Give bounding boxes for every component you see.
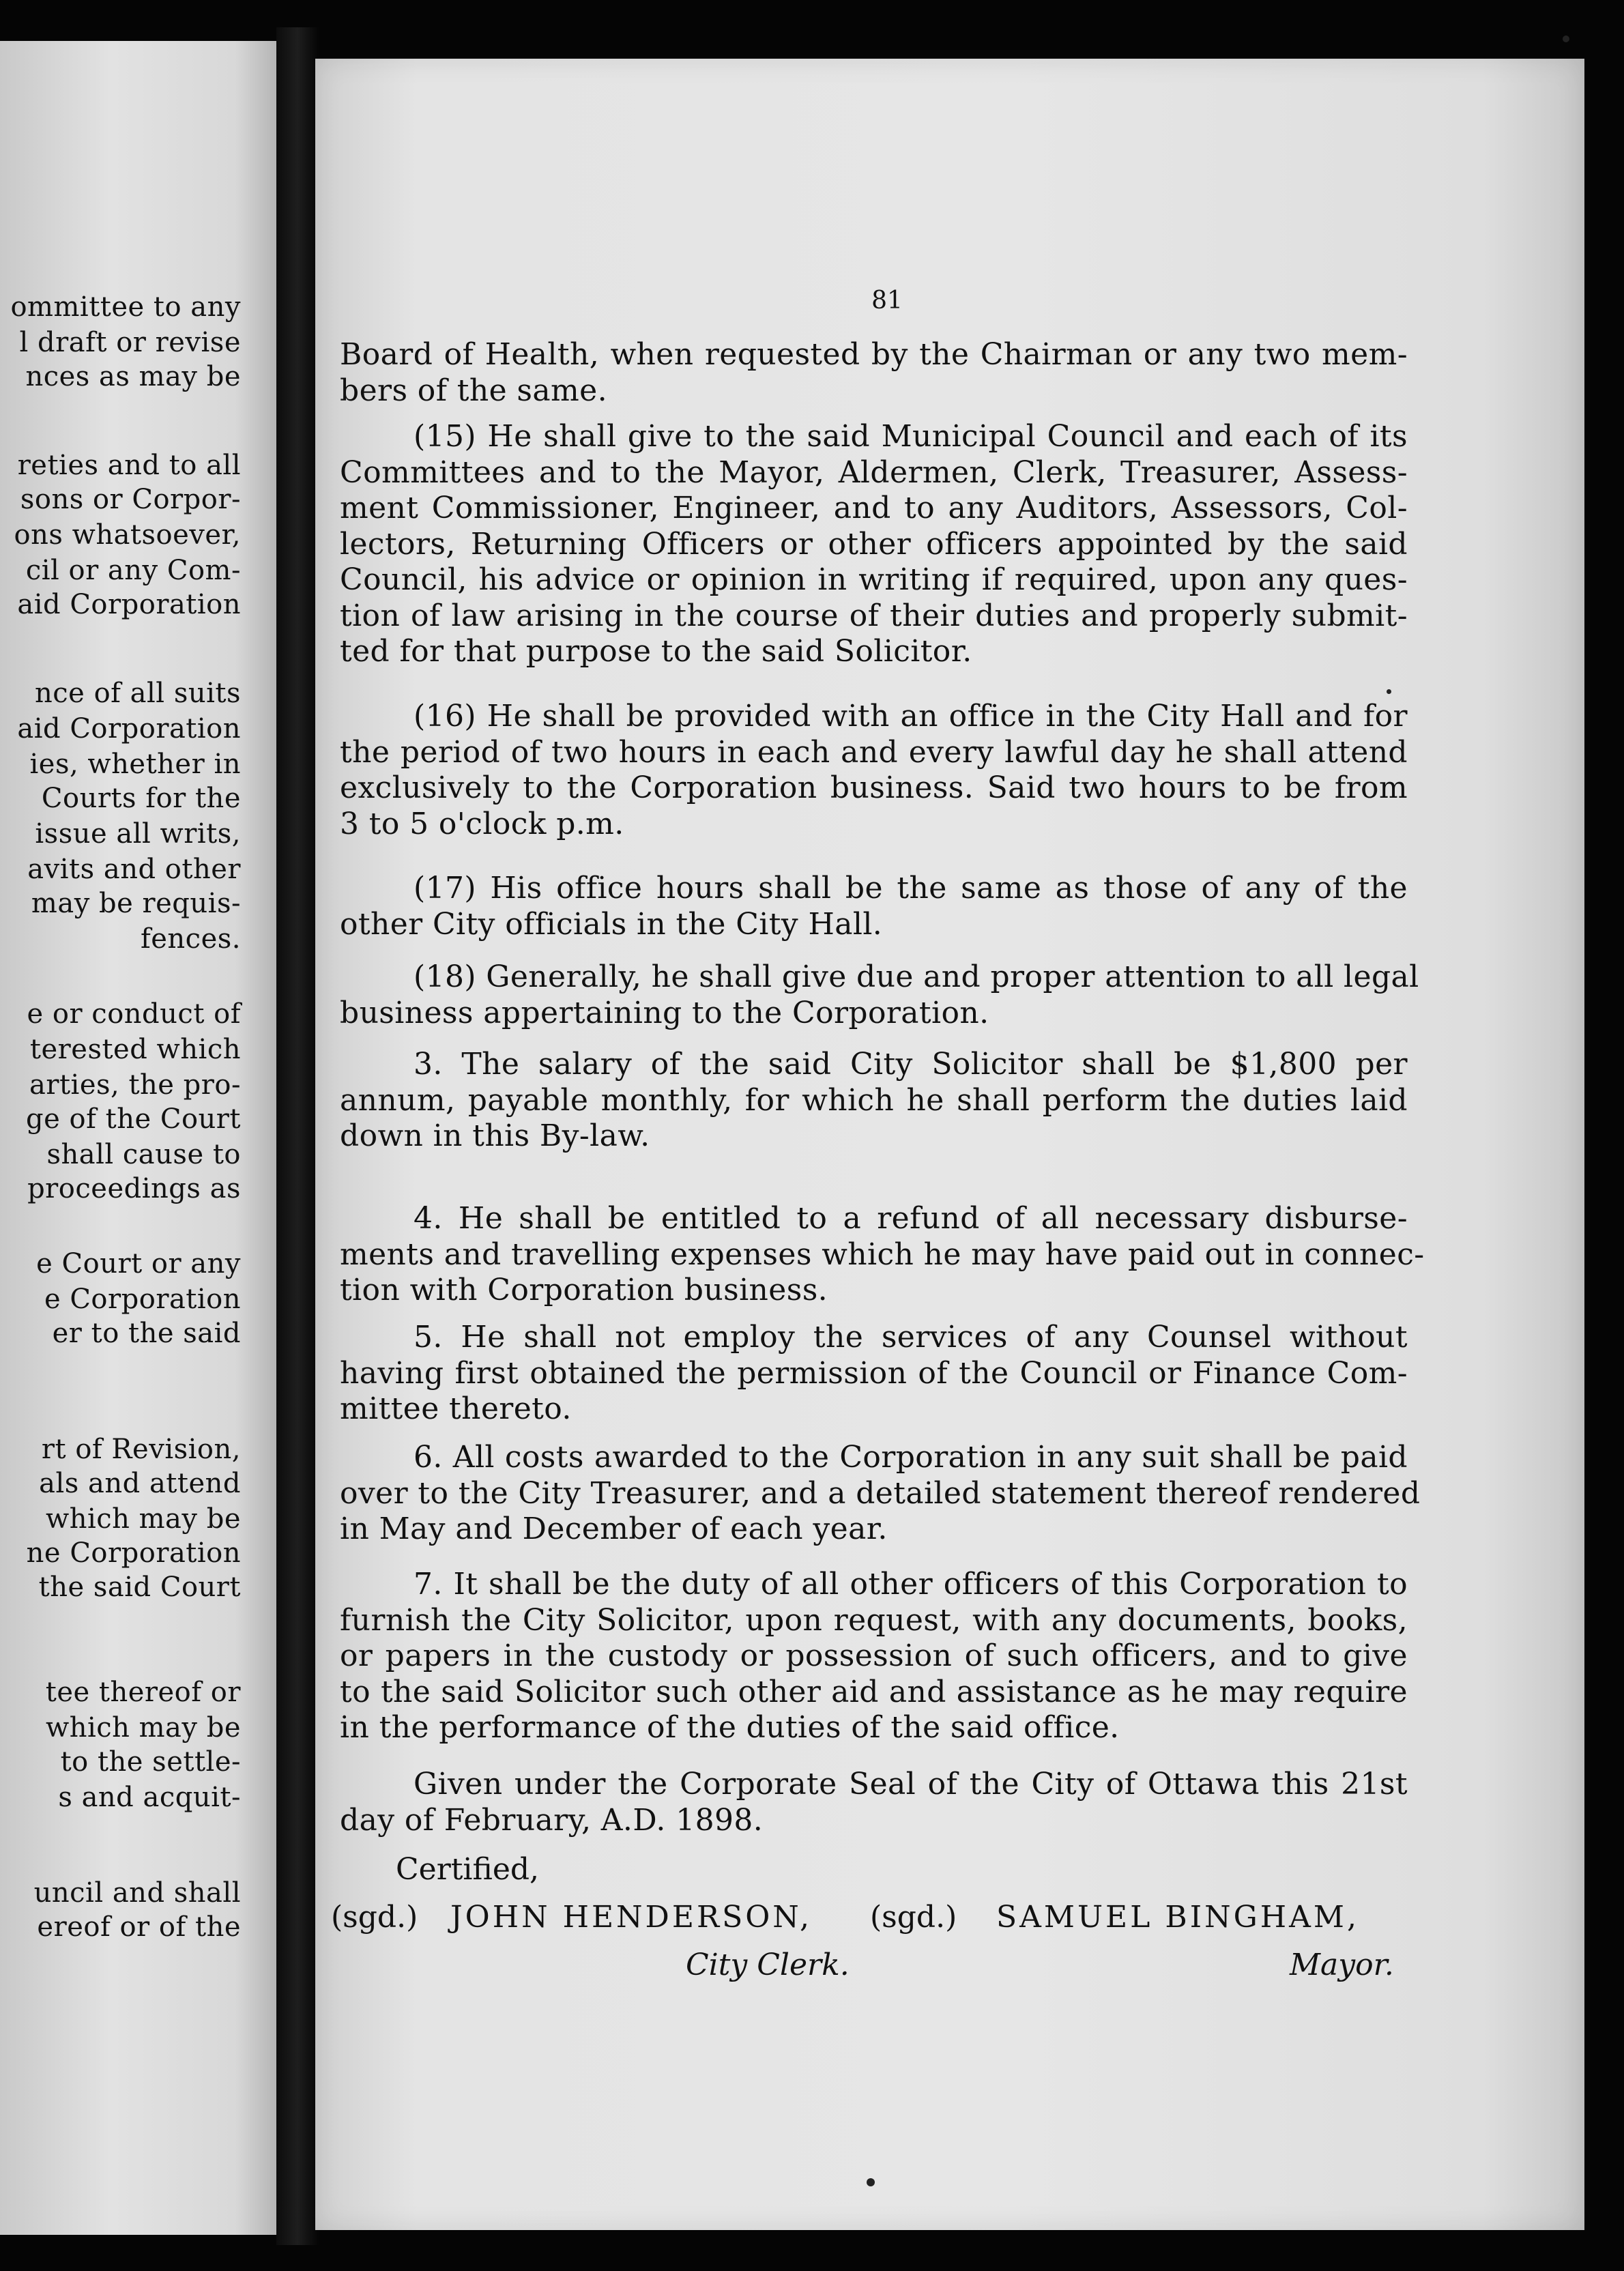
text-line: Given under the Corporate Seal of the City of Ottawa this 21st: [414, 1767, 1408, 1802]
mayor-sgd: (sgd.): [870, 1900, 957, 1935]
left-text-line: aid Corporation: [17, 589, 241, 620]
text-line: Council, his advice or opinion in writing if required, upon any ques-: [340, 562, 1408, 597]
clerk-sgd: (sgd.): [331, 1900, 418, 1935]
text-line: mittee thereto.: [340, 1391, 572, 1426]
left-text-line: which may be: [45, 1503, 241, 1535]
text-line: the period of two hours in each and every lawful day he shall attend: [340, 735, 1408, 770]
text-line: lectors, Returning Officers or other officers appointed by the said: [340, 527, 1408, 562]
left-text-line: fences.: [140, 923, 241, 955]
text-line: tion of law arising in the course of their duties and properly submit-: [340, 598, 1408, 633]
left-text-line: issue all writs,: [35, 818, 241, 850]
left-text-line: the said Court: [38, 1572, 241, 1603]
text-line: (15) He shall give to the said Municipal Council and each of its: [414, 419, 1408, 454]
left-text-line: rt of Revision,: [41, 1434, 241, 1465]
book-gutter: [276, 27, 319, 2245]
text-line: (17) His office hours shall be the same as those of any of the: [414, 871, 1408, 906]
text-line: in May and December of each year.: [340, 1511, 888, 1546]
left-text-line: may be requis-: [31, 888, 241, 919]
text-line: annum, payable monthly, for which he shall perform the duties laid: [340, 1083, 1408, 1118]
text-line: exclusively to the Corporation business. Said two hours to be from: [340, 770, 1408, 805]
left-text-line: e or conduct of: [27, 998, 241, 1030]
ink-speck: [1387, 689, 1391, 694]
left-text-line: nce of all suits: [35, 678, 241, 709]
left-text-line: terested which: [29, 1034, 241, 1065]
left-text-line: ne Corporation: [26, 1537, 241, 1569]
text-line: 5. He shall not employ the services of any Counsel without: [414, 1320, 1408, 1355]
left-text-line: sons or Corpor-: [20, 484, 241, 515]
text-line: in the performance of the duties of the said office.: [340, 1710, 1120, 1745]
left-text-line: e Corporation: [44, 1284, 241, 1315]
text-line: or papers in the custody or possession of such officers, and to give: [340, 1638, 1408, 1673]
mayor-title: Mayor.: [1290, 1948, 1394, 1982]
left-text-line: arties, the pro-: [29, 1069, 241, 1101]
left-text-line: er to the said: [52, 1318, 241, 1349]
left-text-line: Courts for the: [41, 783, 241, 814]
left-text-line: to the settle-: [60, 1746, 241, 1778]
text-line: business appertaining to the Corporation.: [340, 996, 989, 1030]
left-text-line: which may be: [45, 1712, 241, 1744]
text-line: Committees and to the Mayor, Aldermen, Clerk, Treasurer, Assess-: [340, 455, 1408, 490]
left-text-line: cil or any Com-: [25, 555, 241, 586]
text-line: 7. It shall be the duty of all other officers of this Corporation to: [414, 1567, 1408, 1602]
left-text-line: l draft or revise: [19, 327, 241, 358]
text-line: Board of Health, when requested by the Chairman or any two mem-: [340, 337, 1408, 372]
text-line: (16) He shall be provided with an office in the City Hall and for: [414, 699, 1408, 734]
page-number: 81: [871, 287, 903, 315]
text-line: other City officials in the City Hall.: [340, 907, 883, 942]
text-line: to the said Solicitor such other aid and assistance as he may require: [340, 1675, 1408, 1709]
text-line: 4. He shall be entitled to a refund of all necessary disburse-: [414, 1201, 1408, 1236]
left-text-line: tee thereof or: [45, 1677, 241, 1708]
left-text-line: ommittee to any: [10, 291, 241, 323]
text-line: over to the City Treasurer, and a detailed statement thereof rendered: [340, 1476, 1421, 1511]
certified-label: Certified,: [396, 1852, 540, 1887]
left-text-line: ge of the Court: [26, 1103, 241, 1135]
left-text-line: e Court or any: [36, 1248, 241, 1279]
left-text-line: aid Corporation: [17, 713, 241, 744]
mayor-name: SAMUEL BINGHAM,: [996, 1900, 1359, 1935]
clerk-title: City Clerk.: [686, 1948, 850, 1982]
text-line: 6. All costs awarded to the Corporation in any suit shall be paid: [414, 1440, 1408, 1475]
left-text-line: uncil and shall: [33, 1877, 241, 1909]
text-line: down in this By-law.: [340, 1118, 650, 1153]
left-text-line: shall cause to: [46, 1139, 241, 1170]
text-line: ted for that purpose to the said Solicitor.: [340, 634, 972, 669]
text-line: having first obtained the permission of the Council or Finance Com-: [340, 1356, 1408, 1391]
text-line: ment Commissioner, Engineer, and to any Auditors, Assessors, Col-: [340, 491, 1408, 525]
left-text-line: nces as may be: [25, 361, 241, 392]
left-text-line: reties and to all: [17, 450, 241, 481]
left-text-line: ereof or of the: [37, 1911, 241, 1943]
left-facing-page: [0, 41, 276, 2235]
left-text-line: ies, whether in: [29, 749, 241, 780]
text-line: furnish the City Solicitor, upon request, with any documents, books,: [340, 1603, 1408, 1638]
text-line: 3 to 5 o'clock p.m.: [340, 807, 624, 841]
text-line: bers of the same.: [340, 373, 607, 408]
left-text-line: proceedings as: [27, 1173, 241, 1204]
left-text-line: avits and other: [27, 854, 241, 885]
left-text-line: ons whatsoever,: [14, 519, 241, 551]
text-line: ments and travelling expenses which he may have paid out in connec-: [340, 1237, 1425, 1272]
clerk-name: JOHN HENDERSON,: [450, 1900, 812, 1935]
text-line: tion with Corporation business.: [340, 1273, 828, 1307]
text-line: (18) Generally, he shall give due and proper attention to all legal: [414, 959, 1419, 994]
text-line: 3. The salary of the said City Solicitor shall be $1,800 per: [414, 1047, 1408, 1082]
left-text-line: als and attend: [39, 1468, 241, 1499]
ink-speck: [867, 2178, 875, 2186]
ink-speck: [1563, 35, 1569, 42]
left-text-line: s and acquit-: [58, 1782, 241, 1813]
text-line: day of February, A.D. 1898.: [340, 1803, 764, 1838]
